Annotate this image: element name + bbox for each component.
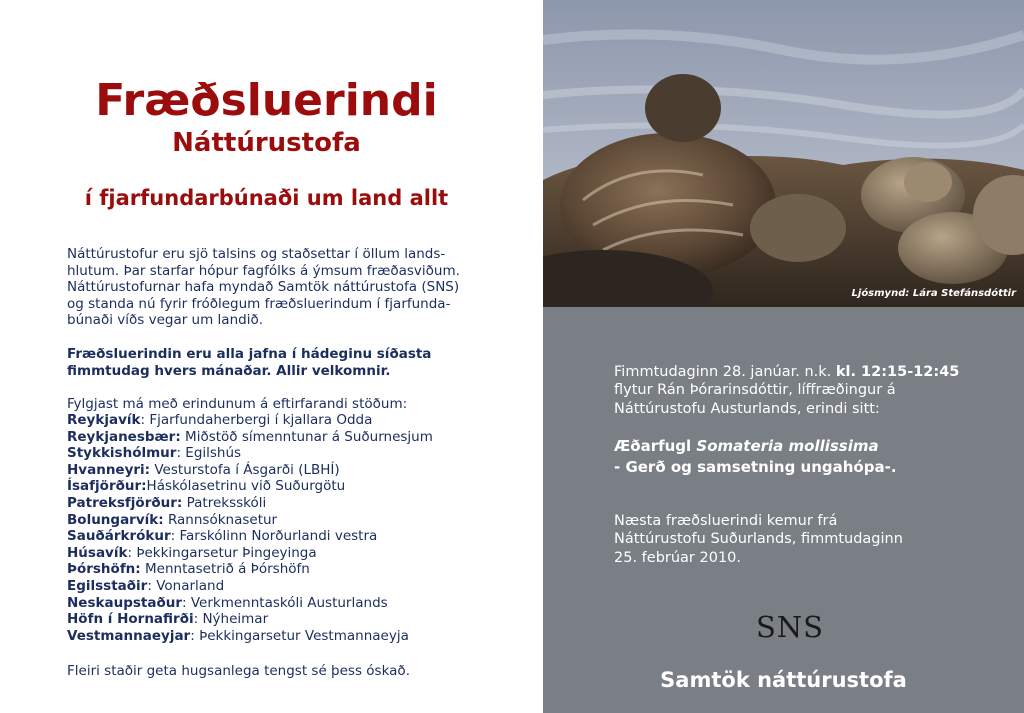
station-venue: Verkmenntaskóli Austurlands xyxy=(190,594,388,611)
station-place: Ísafjörður: xyxy=(67,478,147,495)
eider-duck-photo xyxy=(543,0,1024,307)
station-separator: : xyxy=(182,594,191,611)
event-date: Fimmtudaginn 28. janúar. n.k. xyxy=(614,364,832,380)
station-venue: Patreksskóli xyxy=(186,494,267,511)
station-place: Reykjavík xyxy=(67,412,141,428)
schedule-paragraph xyxy=(67,346,487,379)
station-venue: Miðstöð símenntunar á Suðurnesjum xyxy=(185,428,433,445)
event-date-line xyxy=(614,363,1004,381)
station-item xyxy=(67,512,487,529)
station-venue: Vesturstofa í Ásgarði (LBHÍ) xyxy=(154,461,340,478)
station-item xyxy=(67,628,487,645)
station-venue: Nýheimar xyxy=(202,611,269,628)
station-separator: : xyxy=(193,611,203,628)
station-item xyxy=(67,462,487,479)
station-separator: : xyxy=(127,544,137,561)
talk-title-line xyxy=(614,436,1004,457)
eider-duck-illustration xyxy=(543,0,1024,307)
schedule-line: Fræðsluerindin eru alla jafna í hádeginu síðasta xyxy=(67,346,432,362)
station-item xyxy=(67,495,487,512)
station-venue: Rannsóknasetur xyxy=(167,511,278,528)
intro-line: Náttúrustofurnar hafa myndað Samtök náttúrustofa (SNS) xyxy=(67,279,460,296)
next-line: 25. febrúar 2010. xyxy=(614,549,742,566)
sns-logo: SNS xyxy=(755,610,825,644)
station-item xyxy=(67,429,487,446)
schedule-line: fimmtudag hvers mánaðar. Allir velkomnir. xyxy=(67,362,391,379)
station-venue: Þekkingarsetur Þingeyinga xyxy=(136,544,317,561)
station-venue: Háskólasetrinu við Suðurgötu xyxy=(146,478,346,495)
station-venue: Vonarland xyxy=(156,577,225,594)
talk-title-prefix: Æðarfugl xyxy=(614,437,692,455)
station-item xyxy=(67,445,487,462)
event-line: flytur Rán Þórarinsdóttir, líffræðingur á xyxy=(614,382,896,399)
station-separator: : xyxy=(140,412,150,428)
organization-name: Samtök náttúrustofa xyxy=(660,668,907,692)
event-line: Náttúrustofu Austurlands, erindi sitt: xyxy=(614,400,880,417)
station-item xyxy=(67,561,487,578)
station-separator: : xyxy=(176,445,186,462)
station-venue: Menntasetrið á Þórshöfn xyxy=(145,561,310,578)
intro-paragraph xyxy=(67,246,487,329)
closing-note: Fleiri staðir geta hugsanlega tengst sé þess óskað. xyxy=(67,663,410,679)
page-subtitle: Náttúrustofa xyxy=(172,128,361,158)
next-line: Náttúrustofu Suðurlands, fimmtudaginn xyxy=(614,531,903,548)
intro-line: og standa nú fyrir fróðlegum fræðsluerindum í fjarfunda- xyxy=(67,295,451,312)
station-item xyxy=(67,611,487,628)
station-venue: Farskólinn Norðurlandi vestra xyxy=(179,528,378,545)
station-item xyxy=(67,412,487,429)
station-item xyxy=(67,528,487,545)
station-place: Bolungarvík: xyxy=(67,511,164,528)
talk-subtitle: - Gerð og samsetning ungahópa-. xyxy=(614,458,897,476)
event-time: kl. 12:15-12:45 xyxy=(835,364,960,380)
station-place: Þórshöfn: xyxy=(67,561,141,578)
intro-line: búnaði víðs vegar um landið. xyxy=(67,312,264,329)
intro-line: hlutum. Þar starfar hópur fagfólks á ýmsum fræðasviðum. xyxy=(67,262,460,279)
station-item xyxy=(67,595,487,612)
station-item xyxy=(67,478,487,495)
next-line: Næsta fræðsluerindi kemur frá xyxy=(614,513,838,529)
talk-title xyxy=(614,436,1004,478)
station-item xyxy=(67,545,487,562)
station-place: Neskaupstaður xyxy=(67,594,182,611)
talk-title-species: Somateria mollissima xyxy=(696,437,879,455)
next-talk-info xyxy=(614,512,1004,567)
station-venue: Fjarfundaherbergi í kjallara Odda xyxy=(149,412,373,428)
station-place: Húsavík xyxy=(67,544,128,561)
intro-line: Náttúrustofur eru sjö talsins og staðsettar í öllum lands- xyxy=(67,246,446,262)
station-place: Stykkishólmur xyxy=(67,445,177,462)
event-info xyxy=(614,363,1004,418)
station-separator: : xyxy=(190,627,200,644)
follow-text: Fylgjast má með erindunum á eftirfarandi stöðum: xyxy=(67,396,408,412)
station-place: Vestmannaeyjar xyxy=(67,627,191,644)
station-place: Egilsstaðir xyxy=(67,577,148,594)
station-place: Reykjanesbær: xyxy=(67,428,181,445)
tagline: í fjarfundarbúnaði um land allt xyxy=(84,186,449,210)
station-list xyxy=(67,412,487,644)
station-place: Sauðárkrókur xyxy=(67,528,171,545)
station-venue: Egilshús xyxy=(185,445,242,462)
photo-credit: Ljósmynd: Lára Stefánsdóttir xyxy=(851,288,1016,299)
page-title: Fræðsluerindi xyxy=(95,75,438,126)
station-place: Patreksfjörður: xyxy=(67,494,183,511)
station-venue: Þekkingarsetur Vestmannaeyja xyxy=(199,627,409,644)
station-separator: : xyxy=(147,577,157,594)
station-place: Höfn í Hornafirði xyxy=(67,611,194,628)
station-item xyxy=(67,578,487,595)
station-separator: : xyxy=(170,528,180,545)
station-place: Hvanneyri: xyxy=(67,461,151,478)
